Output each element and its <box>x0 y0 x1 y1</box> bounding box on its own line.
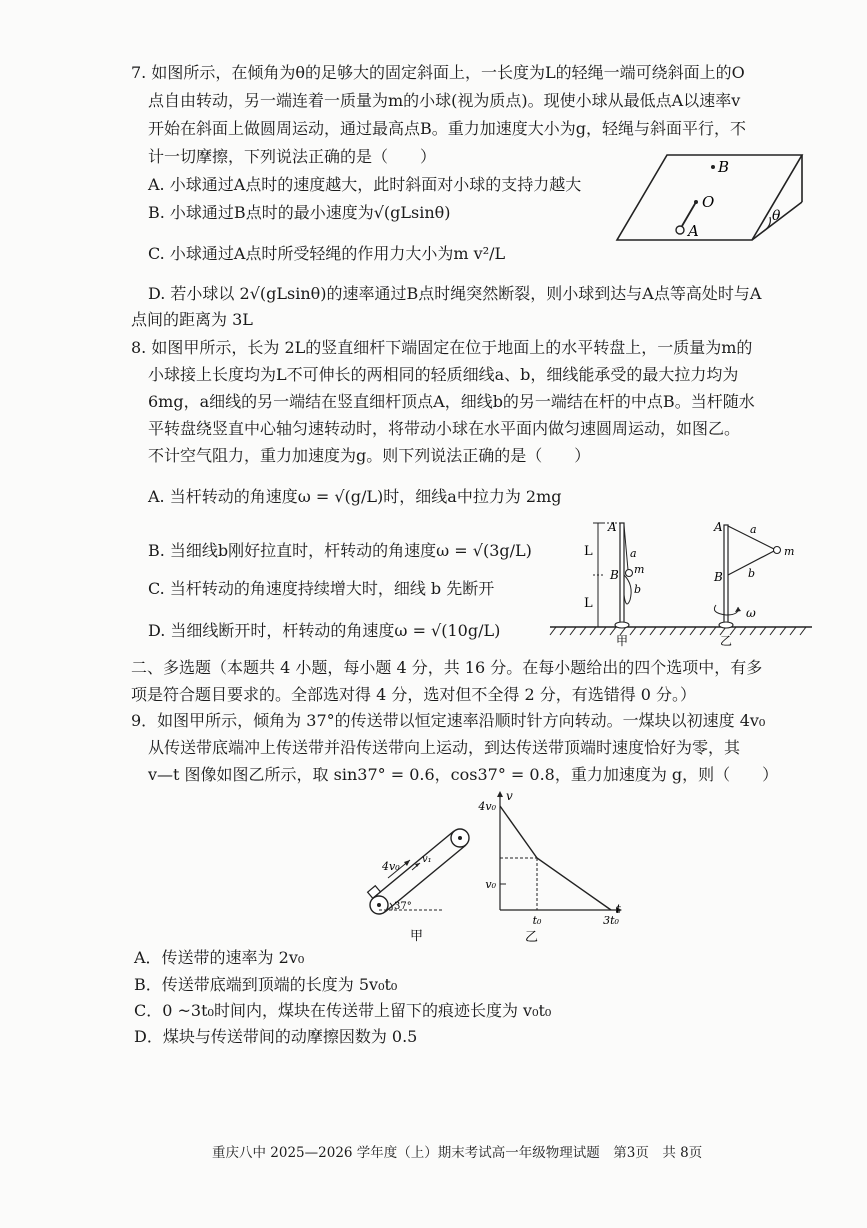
q9-option-c: C．0 ~3t₀时间内，煤块在传送带上留下的痕迹长度为 v₀t₀ <box>134 1001 552 1020</box>
q7-incline-figure <box>612 140 812 250</box>
q9-yi-caption: 乙 <box>525 930 539 945</box>
q7-line1: 7. 如图所示，在倾角为θ的足够大的固定斜面上，一长度为L的轻绳一端可绕斜面上的O <box>131 63 745 82</box>
q7-option-a: A. 小球通过A点时的速度越大，此时斜面对小球的支持力越大 <box>148 175 582 194</box>
q9-option-b: B．传送带底端到顶端的长度为 5v₀t₀ <box>134 975 398 994</box>
chart-tick-t0: t₀ <box>532 914 542 927</box>
q8-option-c: C. 当杆转动的角速度持续增大时，细线 b 先断开 <box>148 579 495 598</box>
q8-jia-L-upper: L <box>584 544 593 559</box>
chart-tick-4v0: 4v₀ <box>478 800 496 813</box>
q8-yi-label-omega: ω <box>746 606 756 620</box>
q9-fig-label-37deg: 37° <box>394 901 412 912</box>
q7-option-d-line2: 点间的距离为 3L <box>131 310 253 329</box>
q7-fig-label-b: B <box>718 158 730 176</box>
q8-line2: 小球接上长度均为L不可伸长的两相同的轻质细线a、b，细线能承受的最大拉力均为 <box>148 365 739 384</box>
chart-axis-v: v <box>506 789 513 803</box>
q7-line3: 开始在斜面上做圆周运动，通过最高点B。重力加速度大小为g，轻绳与斜面平行，不 <box>148 119 747 138</box>
q7-line2: 点自由转动，另一端连着一质量为m的小球(视为质点)。现使小球从最低点A以速率v <box>148 91 741 110</box>
q9-line1: 9．如图甲所示，倾角为 37°的传送带以恒定速率沿顺时针方向转动。一煤块以初速度 4v₀ <box>131 711 766 730</box>
q7-option-b: B. 小球通过B点时的最小速度为√(gLsinθ) <box>148 203 451 222</box>
chart-tick-v0: v₀ <box>485 878 496 891</box>
q8-yi-label-a-point: A <box>714 520 723 534</box>
q8-jia-label-m: m <box>634 563 645 576</box>
q7-option-c: C. 小球通过A点时所受轻绳的作用力大小为m v²/L <box>148 244 506 263</box>
q8-line3: 6mg，a细线的另一端结在竖直细杆顶点A，细线b的另一端结在杆的中点B。当杆随水 <box>148 392 755 411</box>
q8-jia-label-b-point: B <box>610 568 619 582</box>
q8-line1: 8. 如图甲所示，长为 2L的竖直细杆下端固定在位于地面上的水平转盘上，一质量为m的 <box>131 338 753 357</box>
q8-jia-caption: 甲 <box>616 634 629 648</box>
q7-line4: 计一切摩擦，下列说法正确的是（ ） <box>148 147 437 166</box>
q8-yi-caption: 乙 <box>720 634 733 648</box>
q9-line3: v—t 图像如图乙所示，取 sin37° = 0.6，cos37° = 0.8，重力加速度为 g，则（ ） <box>148 765 779 784</box>
q9-line2: 从传送带底端冲上传送带并沿传送带向上运动，到达传送带顶端时速度恰好为零，其 <box>148 738 741 757</box>
q8-jia-label-b-line: b <box>634 583 642 596</box>
q8-line4: 平转盘绕竖直中心轴匀速转动时，将带动小球在水平面内做匀速圆周运动，如图乙。 <box>148 419 741 438</box>
section2-line1: 二、多选题（本题共 4 小题，每小题 4 分，共 16 分。在每小题给出的四个选项中，有多 <box>131 658 763 677</box>
q7-fig-label-o: O <box>702 193 715 211</box>
q7-fig-label-theta: θ <box>772 208 781 224</box>
q9-jia-caption: 甲 <box>410 929 424 944</box>
q8-yi-label-b-point: B <box>714 570 723 584</box>
q8-jia-label-a-line: a <box>630 547 637 560</box>
page-footer: 重庆八中 2025—2026 学年度（上）期末考试高一年级物理试题 第3页 共 8页 <box>212 1145 703 1161</box>
chart-tick-3t0: 3t₀ <box>603 914 619 927</box>
q7-option-d-line1: D. 若小球以 2√(gLsinθ)的速率通过B点时绳突然断裂，则小球到达与A点等高处时与A <box>148 284 762 303</box>
q9-fig-label-v1: v₁ <box>422 854 432 865</box>
q8-jia-L-lower: L <box>584 596 593 611</box>
q8-yi-label-m: m <box>784 545 795 558</box>
section2-line2: 项是符合题目要求的。全部选对得 4 分，选对但不全得 2 分，有选错得 0 分。） <box>131 685 697 704</box>
q8-option-a: A. 当杆转动的角速度ω = √(g/L)时，细线a中拉力为 2mg <box>148 487 562 506</box>
q8-jia-label-a-point: A <box>608 520 617 534</box>
q9-vt-chart <box>470 785 630 945</box>
q8-yi-label-a-line: a <box>750 523 757 536</box>
q8-rod-figure <box>550 515 815 650</box>
q8-line5: 不计空气阻力，重力加速度为g。则下列说法正确的是（ ） <box>148 446 591 465</box>
chart-axis-t: t <box>616 902 621 916</box>
q9-option-d: D．煤块与传送带间的动摩擦因数为 0.5 <box>134 1027 418 1046</box>
q9-option-a: A．传送带的速率为 2v₀ <box>134 948 305 967</box>
q9-conveyor-figure <box>360 820 475 945</box>
q8-option-b: B. 当细线b刚好拉直时，杆转动的角速度ω = √(3g/L) <box>148 541 532 560</box>
q8-yi-label-b-line: b <box>748 567 756 580</box>
q7-fig-label-a: A <box>688 222 699 240</box>
q8-option-d: D. 当细线断开时，杆转动的角速度ω = √(10g/L) <box>148 621 501 640</box>
q9-fig-label-4v0: 4v₀ <box>382 860 400 873</box>
